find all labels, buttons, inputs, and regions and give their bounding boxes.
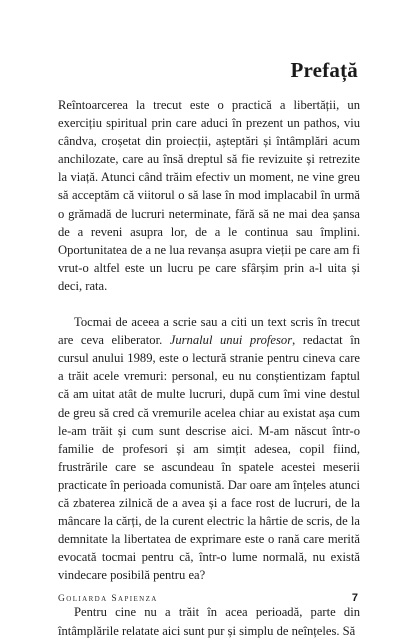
page-number: 7 — [351, 592, 358, 604]
body-text — [58, 96, 360, 640]
chapter-title: Prefață — [290, 58, 358, 82]
paragraph-2-text-end: , redactat în cursul anului 1989, este o lectură stranie pentru cineva care a trăit acele vremuri: personal, eu nu conștientizam faptul că am uitat atât de multe lucruri, după cum îmi vine destul de greu să cred că vremurile acelea chiar au existat așa cum le-am trăit și cum sunt descrise aici. M-am născut într-o familie de profesori și am simțit adesea, copil fiind, frustrările care se ascundeau în spatele acestei meserii practicate în perioada comunistă. Dar oare am înțeles atunci că zbaterea zilnică de a avea și a face rost de lucruri, de la mâncare la cărți, de la curent electric la hârtie de scris, de la demnitate la libertatea de exprimare este o rană care merită evocată tocmai pentru că, într-o lume normală, nu există vindecare posibilă pentru ea? — [58, 333, 360, 583]
book-title-italic: Jurnalul unui profesor — [169, 333, 293, 348]
paragraph-2-text-start: Tocmai de aceea a scrie sau a citi un text scris în trecut are ceva eliberator. — [58, 315, 360, 348]
footer-author: Goliarda Sapienza — [58, 594, 158, 604]
paragraph-1: Reîntoarcerea la trecut este o practică a libertății, un exercițiu spiritual prin care aduci în prezent un pathos, viu cândva, croșetat din proiecții, așteptări și întâmplări acum anchilozate, care au însă dreptul să fie revizuite și retrezite la viață. Atunci când trăim efectiv un moment, ne vine greu să acceptăm că viitorul o să lase în mod implacabil în urmă o grămadă de lucruri neterminate, fără să ne mai dea șansa de a reveni asupra lor, de a le continua sau împlini. Oportunitatea de a ne lua revanșa asupra vieții pe care am fi vrut-o altfel este un lucru pe care sfârșim prin a-l uita și deci, rata. — [58, 98, 360, 293]
paragraph-3: Pentru cine nu a trăit în acea perioadă, parte din întâmplările relatate aici sunt pur și simplu de neînțeles. Să — [58, 605, 360, 638]
page-footer — [58, 592, 358, 608]
paragraph-2 — [58, 313, 360, 584]
